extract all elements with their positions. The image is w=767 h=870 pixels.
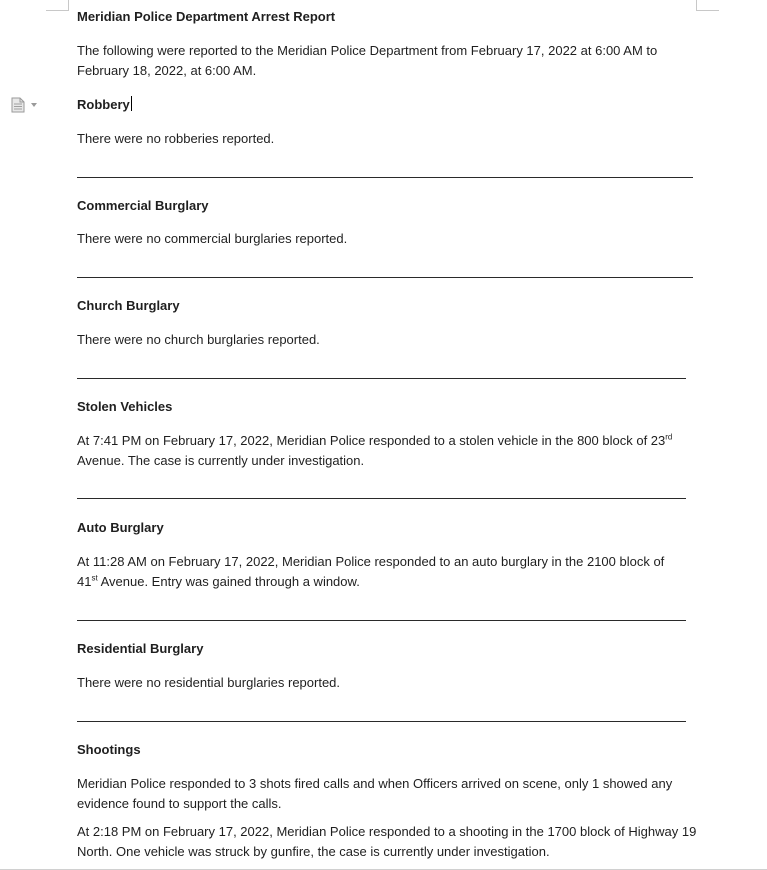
page-corner-mark-left (46, 0, 69, 11)
divider-line (77, 277, 693, 278)
section-text-stolen-vehicles: At 7:41 PM on February 17, 2022, Meridian Police responded to a stolen vehicle in the 800 block of 23rd Avenue. The case is currently under investigation. (77, 432, 673, 468)
section-heading-commercial-burglary: Commercial Burglary (77, 198, 209, 213)
divider-line (77, 378, 686, 379)
report-title: Meridian Police Department Arrest Report (77, 9, 336, 24)
section-heading-shootings: Shootings (77, 742, 141, 757)
section-text-robbery: There were no robberies reported. (77, 131, 275, 146)
section-text-residential-burglary: There were no residential burglaries reported. (77, 675, 341, 690)
section-text-shootings-1: Meridian Police responded to 3 shots fired calls and when Officers arrived on scene, only 1 showed any evidence found to support the calls. (77, 776, 673, 811)
section-text-commercial-burglary: There were no commercial burglaries reported. (77, 231, 348, 246)
chevron-down-icon (31, 103, 37, 107)
divider-line (77, 498, 686, 499)
divider-line (77, 721, 686, 722)
section-heading-robbery: Robbery (77, 97, 130, 112)
section-text-church-burglary: There were no church burglaries reported. (77, 332, 320, 347)
paragraph-options-button[interactable] (11, 97, 37, 113)
report-intro: The following were reported to the Meridian Police Department from February 17, 2022 at 6:00 AM to February 18, 2022, at 6:00 AM. (77, 43, 658, 78)
section-heading-church-burglary: Church Burglary (77, 298, 180, 313)
text-cursor (131, 96, 132, 111)
section-text-auto-burglary: At 11:28 AM on February 17, 2022, Meridian Police responded to an auto burglary in the 2100 block of 41st Avenue. Entry was gained through a window. (77, 554, 665, 589)
page-corner-mark-right (696, 0, 719, 11)
divider-line (77, 620, 686, 621)
section-heading-stolen-vehicles: Stolen Vehicles (77, 399, 173, 414)
document-icon (11, 97, 25, 113)
section-heading-residential-burglary: Residential Burglary (77, 641, 204, 656)
section-text-shootings-2: At 2:18 PM on February 17, 2022, Meridian Police responded to a shooting in the 1700 block of Highway 19 North. One vehicle was struck by gunfire, the case is currently under investigation. (77, 824, 697, 859)
section-heading-auto-burglary: Auto Burglary (77, 520, 164, 535)
divider-line (77, 177, 693, 178)
